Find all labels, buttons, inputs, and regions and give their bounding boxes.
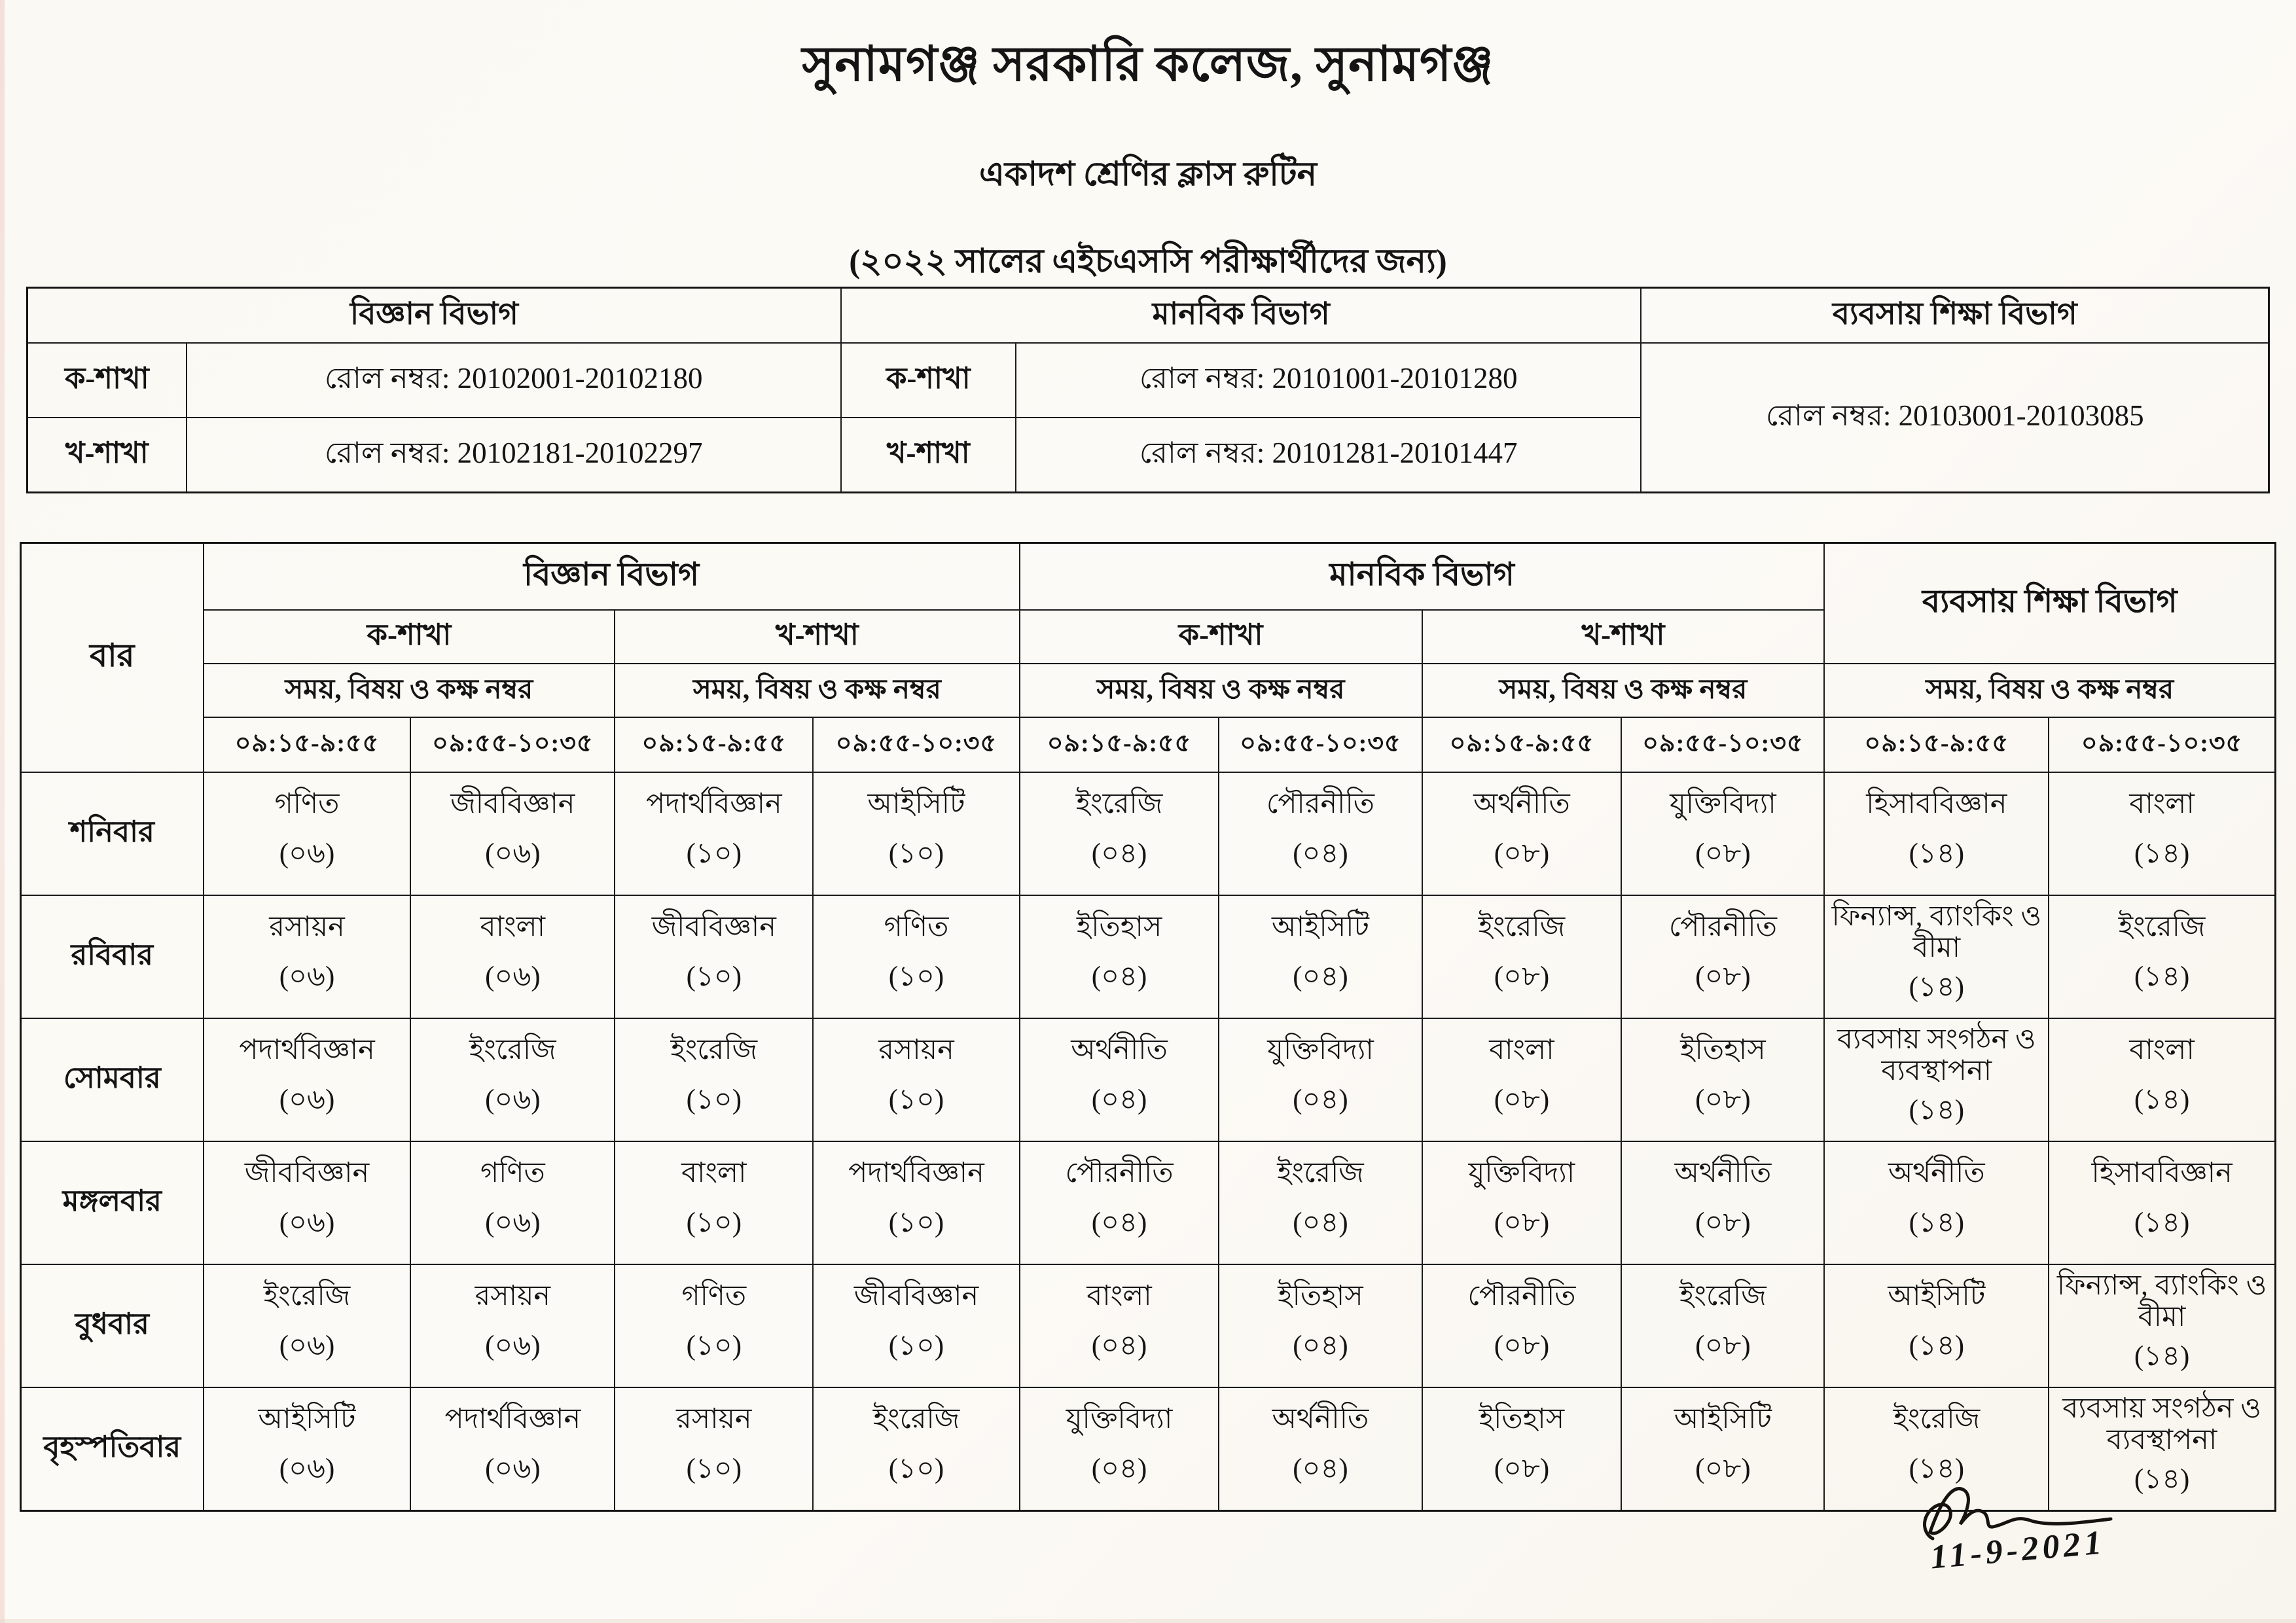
- subject-label: রসায়ন: [878, 1035, 954, 1066]
- subject-label: বাংলা: [480, 912, 546, 943]
- subject-label: গণিত: [480, 1158, 545, 1189]
- subject-label: আইসিটি: [1674, 1404, 1772, 1435]
- period-cell: [410, 1387, 615, 1511]
- period-cell: [1824, 895, 2049, 1018]
- period-cell: [1020, 1264, 1219, 1387]
- period-cell: [813, 1264, 1019, 1387]
- subject-label: বাংলা: [2129, 789, 2195, 820]
- period-cell: [204, 1387, 411, 1511]
- period-cell: [1422, 1264, 1622, 1387]
- routine-row: [21, 772, 2276, 895]
- room-number: (০৪): [1293, 1453, 1348, 1484]
- col-header: সময়, বিষয় ও কক্ষ নম্বর: [1422, 664, 1825, 717]
- period-cell: [1621, 1018, 1824, 1141]
- period-cell: [1219, 895, 1422, 1018]
- period-cell-content: [204, 1142, 410, 1264]
- room-number: (১৪): [1909, 1330, 1965, 1361]
- period-cell-content: [204, 773, 410, 895]
- subject-label: হিসাববিজ্ঞান: [2091, 1158, 2233, 1189]
- col-header: সময়, বিষয় ও কক্ষ নম্বর: [615, 664, 1019, 717]
- room-number: (১৪): [2134, 1084, 2190, 1115]
- routine-row: [21, 1141, 2276, 1264]
- room-number: (১০): [888, 1084, 944, 1115]
- routine-division-science: বিজ্ঞান বিভাগ: [204, 543, 1020, 611]
- period-cell: [615, 1387, 813, 1511]
- day-cell: বৃহস্পতিবার: [21, 1387, 204, 1511]
- room-number: (১০): [686, 961, 742, 992]
- col-header: সময়, বিষয় ও কক্ষ নম্বর: [204, 664, 615, 717]
- routine-row: [21, 1018, 2276, 1141]
- room-number: (০৬): [279, 1207, 335, 1238]
- period-cell: [813, 772, 1019, 895]
- period-cell-content: [411, 1019, 614, 1141]
- subject-label: ইংরেজি: [670, 1035, 758, 1066]
- science-roll-b: রোল নম্বর: 20102181-20102297: [187, 418, 841, 493]
- humanities-roll-b: রোল নম্বর: 20101281-20101447: [1016, 418, 1641, 493]
- period-cell-content: [1825, 1019, 2048, 1141]
- room-number: (০৬): [279, 1084, 335, 1115]
- day-cell: সোমবার: [21, 1018, 204, 1141]
- period-cell: [410, 895, 615, 1018]
- period-cell-content: [615, 1265, 812, 1387]
- roll-row-a: [27, 343, 2269, 418]
- title-block: [0, 27, 2296, 291]
- subject-label: যুক্তিবিদ্যা: [1468, 1158, 1575, 1189]
- period-cell-content: [814, 1265, 1018, 1387]
- period-cell: [1824, 1018, 2049, 1141]
- room-number: (০৬): [279, 1330, 335, 1361]
- period-cell: [1020, 895, 1219, 1018]
- subject-label: ব্যবসায় সংগঠন ও ব্যবস্থাপনা: [1837, 1024, 2036, 1087]
- day-cell: মঙ্গলবার: [21, 1141, 204, 1264]
- period-cell: [1621, 1387, 1824, 1511]
- routine-title: একাদশ শ্রেণির ক্লাস রুটিন: [978, 156, 1318, 193]
- time-slot-2: ০৯:৫৫-১০:৩৫: [2049, 717, 2275, 772]
- subject-label: গণিত: [274, 789, 340, 820]
- period-cell: [1824, 772, 2049, 895]
- period-cell-content: [2049, 773, 2274, 895]
- period-cell: [615, 1141, 813, 1264]
- room-number: (০৮): [1494, 838, 1550, 869]
- period-cell-content: [1219, 1388, 1421, 1510]
- subject-label: বাংলা: [681, 1158, 747, 1189]
- period-cell: [2049, 1141, 2275, 1264]
- period-cell-content: [1219, 773, 1421, 895]
- humanities-section-b-header: খ-শাখা: [1422, 610, 1825, 664]
- period-cell: [1219, 1018, 1422, 1141]
- period-cell-content: [814, 773, 1018, 895]
- period-cell-content: [1622, 1142, 1823, 1264]
- time-slot-2: ০৯:৫৫-১০:৩৫: [813, 717, 1019, 772]
- period-cell-content: [814, 1019, 1018, 1141]
- period-cell: [615, 1018, 813, 1141]
- roll-number-table: [26, 287, 2270, 493]
- room-number: (১৪): [2134, 838, 2190, 869]
- room-number: (০৮): [1494, 1330, 1550, 1361]
- room-number: (০৮): [1695, 838, 1751, 869]
- signature-block: [1908, 1476, 2183, 1607]
- humanities-section-a-header: ক-শাখা: [1020, 610, 1422, 664]
- room-number: (১৪): [1909, 1207, 1965, 1238]
- room-number: (০৪): [1293, 838, 1348, 869]
- room-number: (০৬): [485, 961, 541, 992]
- room-number: (১০): [686, 838, 742, 869]
- room-number: (১৪): [2134, 1463, 2190, 1495]
- room-number: (১০): [686, 1084, 742, 1115]
- period-cell: [615, 895, 813, 1018]
- subject-label: আইসিটি: [1888, 1281, 1986, 1312]
- period-cell-content: [1825, 896, 2048, 1018]
- period-cell-content: [204, 1265, 410, 1387]
- period-cell-content: [1622, 1265, 1823, 1387]
- subject-label: ইংরেজি: [469, 1035, 556, 1066]
- division-header-business: ব্যবসায় শিক্ষা বিভাগ: [1641, 288, 2269, 344]
- subject-label: ইতিহাস: [1479, 1404, 1565, 1435]
- period-cell: [204, 895, 411, 1018]
- science-section-a: ক-শাখা: [27, 343, 187, 418]
- period-cell-content: [1423, 773, 1621, 895]
- science-section-b: খ-শাখা: [27, 418, 187, 493]
- period-cell-content: [204, 896, 410, 1018]
- room-number: (০৮): [1695, 961, 1751, 992]
- room-number: (১০): [888, 1453, 944, 1484]
- room-number: (০৮): [1695, 1330, 1751, 1361]
- room-number: (১৪): [2134, 1207, 2190, 1238]
- period-cell-content: [814, 1388, 1018, 1510]
- period-cell-content: [411, 1142, 614, 1264]
- period-cell-content: [615, 1388, 812, 1510]
- period-cell-content: [1219, 896, 1421, 1018]
- period-cell-content: [615, 773, 812, 895]
- room-number: (০৪): [1091, 1453, 1147, 1484]
- period-cell: [1621, 1141, 1824, 1264]
- subject-label: ইংরেজি: [872, 1404, 960, 1435]
- period-cell-content: [2049, 1019, 2274, 1141]
- time-slot-1: ০৯:১৫-৯:৫৫: [1020, 717, 1219, 772]
- room-number: (০৪): [1293, 961, 1348, 992]
- period-cell-content: [1423, 1142, 1621, 1264]
- room-number: (১০): [888, 961, 944, 992]
- room-number: (০৮): [1695, 1207, 1751, 1238]
- period-cell-content: [1020, 1265, 1219, 1387]
- room-number: (১০): [888, 1330, 944, 1361]
- period-cell: [1422, 1141, 1622, 1264]
- subject-label: অর্থনীতি: [1071, 1035, 1168, 1066]
- subject-label: আইসিটি: [1272, 912, 1369, 943]
- routine-row: [21, 1264, 2276, 1387]
- room-number: (০৪): [1091, 961, 1147, 992]
- period-cell: [1219, 772, 1422, 895]
- subject-label: ইংরেজি: [263, 1281, 351, 1312]
- subject-label: পৌরনীতি: [1266, 789, 1375, 820]
- room-number: (০৮): [1494, 1453, 1550, 1484]
- time-slot-1: ০৯:১৫-৯:৫৫: [1422, 717, 1622, 772]
- subject-label: ব্যবসায় সংগঠন ও ব্যবস্থাপনা: [2062, 1393, 2261, 1456]
- subject-label: পৌরনীতি: [1467, 1281, 1576, 1312]
- period-cell: [1422, 1018, 1622, 1141]
- division-header-science: বিজ্ঞান বিভাগ: [27, 288, 841, 344]
- period-cell-content: [1423, 1019, 1621, 1141]
- room-number: (১৪): [2134, 961, 2190, 992]
- routine-division-business: ব্যবসায় শিক্ষা বিভাগ: [1824, 543, 2275, 664]
- subject-label: বাংলা: [1086, 1281, 1152, 1312]
- room-number: (০৬): [485, 838, 541, 869]
- room-number: (০৪): [1293, 1330, 1348, 1361]
- subject-label: পৌরনীতি: [1065, 1158, 1174, 1189]
- division-header-humanities: মানবিক বিভাগ: [841, 288, 1641, 344]
- period-cell-content: [2049, 1142, 2274, 1264]
- period-cell-content: [1825, 1142, 2048, 1264]
- business-roll: রোল নম্বর: 20103001-20103085: [1641, 343, 2269, 493]
- period-cell-content: [1423, 896, 1621, 1018]
- subject-label: অর্থনীতি: [1674, 1158, 1772, 1189]
- period-cell: [1824, 1141, 2049, 1264]
- period-cell-content: [1825, 1265, 2048, 1387]
- period-cell-content: [1020, 1388, 1219, 1510]
- period-cell-content: [411, 1265, 614, 1387]
- room-number: (১৪): [1909, 1094, 1965, 1126]
- subject-label: পদার্থবিজ্ঞান: [646, 789, 782, 820]
- subject-label: অর্থনীতি: [1272, 1404, 1369, 1435]
- period-cell-content: [1020, 896, 1219, 1018]
- period-cell-content: [615, 1019, 812, 1141]
- subject-label: রসায়ন: [676, 1404, 752, 1435]
- room-number: (০৪): [1293, 1084, 1348, 1115]
- period-cell: [204, 772, 411, 895]
- subject-label: ইংরেজি: [1478, 912, 1566, 943]
- subject-label: ইংরেজি: [1679, 1281, 1767, 1312]
- scan-edge: [0, 1619, 2296, 1623]
- period-cell: [813, 895, 1019, 1018]
- period-cell: [204, 1141, 411, 1264]
- subject-label: রসায়ন: [475, 1281, 551, 1312]
- subject-label: যুক্তিবিদ্যা: [1670, 789, 1776, 820]
- routine-note: (২০২২ সালের এইচএসসি পরীক্ষার্থীদের জন্য): [849, 243, 1447, 280]
- period-cell-content: [204, 1388, 410, 1510]
- room-number: (১০): [686, 1453, 742, 1484]
- subject-label: বাংলা: [1489, 1035, 1554, 1066]
- room-number: (১০): [686, 1330, 742, 1361]
- day-cell: বুধবার: [21, 1264, 204, 1387]
- subject-label: জীববিজ্ঞান: [853, 1281, 979, 1312]
- subject-label: যুক্তিবিদ্যা: [1066, 1404, 1173, 1435]
- subject-label: যুক্তিবিদ্যা: [1267, 1035, 1374, 1066]
- period-cell: [1621, 895, 1824, 1018]
- room-number: (০৬): [279, 961, 335, 992]
- period-cell-content: [615, 896, 812, 1018]
- routine-division-humanities: মানবিক বিভাগ: [1020, 543, 1825, 611]
- routine-header-times: [21, 717, 2276, 772]
- routine-header-columns: [21, 664, 2276, 717]
- signature-date: 11-9-2021: [1929, 1524, 2107, 1577]
- room-number: (০৬): [279, 1453, 335, 1484]
- room-number: (১৪): [1909, 838, 1965, 869]
- room-number: (১৪): [1909, 1453, 1965, 1484]
- room-number: (১০): [888, 1207, 944, 1238]
- room-number: (০৮): [1695, 1453, 1751, 1484]
- room-number: (১০): [686, 1207, 742, 1238]
- period-cell: [410, 1264, 615, 1387]
- subject-label: ফিন্যান্স, ব্যাংকিং ও বীমা: [1831, 901, 2041, 964]
- room-number: (০৬): [485, 1330, 541, 1361]
- subject-label: ফিন্যান্স, ব্যাংকিং ও বীমা: [2056, 1270, 2267, 1333]
- period-cell: [2049, 772, 2275, 895]
- period-cell: [410, 772, 615, 895]
- room-number: (০৮): [1494, 1084, 1550, 1115]
- period-cell: [1219, 1141, 1422, 1264]
- period-cell-content: [1020, 1019, 1219, 1141]
- period-cell: [410, 1141, 615, 1264]
- period-cell: [1621, 772, 1824, 895]
- time-slot-2: ০৯:৫৫-১০:৩৫: [1219, 717, 1422, 772]
- subject-label: পদার্থবিজ্ঞান: [239, 1035, 375, 1066]
- period-cell: [1020, 1018, 1219, 1141]
- period-cell-content: [411, 896, 614, 1018]
- subject-label: পদার্থবিজ্ঞান: [848, 1158, 984, 1189]
- room-number: (০৪): [1091, 838, 1147, 869]
- room-number: (০৮): [1494, 961, 1550, 992]
- humanities-section-a: ক-শাখা: [841, 343, 1016, 418]
- period-cell-content: [411, 1388, 614, 1510]
- period-cell: [813, 1387, 1019, 1511]
- day-cell: শনিবার: [21, 772, 204, 895]
- period-cell: [2049, 1018, 2275, 1141]
- room-number: (০৪): [1091, 1084, 1147, 1115]
- period-cell: [2049, 895, 2275, 1018]
- period-cell-content: [1622, 773, 1823, 895]
- period-cell: [410, 1018, 615, 1141]
- period-cell: [813, 1141, 1019, 1264]
- room-number: (১৪): [2134, 1340, 2190, 1372]
- period-cell: [1422, 1387, 1622, 1511]
- science-roll-a: রোল নম্বর: 20102001-20102180: [187, 343, 841, 418]
- subject-label: অর্থনীতি: [1473, 789, 1570, 820]
- period-cell-content: [1622, 896, 1823, 1018]
- period-cell-content: [1423, 1265, 1621, 1387]
- period-cell: [1020, 1141, 1219, 1264]
- room-number: (০৪): [1293, 1207, 1348, 1238]
- period-cell-content: [1219, 1019, 1421, 1141]
- room-number: (১০): [888, 838, 944, 869]
- class-routine-table: [20, 542, 2276, 1512]
- routine-row: [21, 895, 2276, 1018]
- time-slot-1: ০৯:১৫-৯:৫৫: [204, 717, 411, 772]
- period-cell: [1422, 772, 1622, 895]
- subject-label: ইংরেজি: [1893, 1404, 1981, 1435]
- subject-label: গণিত: [681, 1281, 747, 1312]
- subject-label: ইংরেজি: [1277, 1158, 1364, 1189]
- subject-label: পদার্থবিজ্ঞান: [444, 1404, 581, 1435]
- humanities-section-b: খ-শাখা: [841, 418, 1016, 493]
- period-cell-content: [1020, 773, 1219, 895]
- period-cell-content: [1622, 1388, 1823, 1510]
- period-cell-content: [2049, 896, 2274, 1018]
- college-title: সুনামগঞ্জ সরকারি কলেজ, সুনামগঞ্জ: [802, 38, 1494, 92]
- period-cell-content: [1622, 1019, 1823, 1141]
- period-cell: [1422, 895, 1622, 1018]
- period-cell: [204, 1264, 411, 1387]
- subject-label: গণিত: [884, 912, 949, 943]
- subject-label: রসায়ন: [269, 912, 345, 943]
- time-slot-2: ০৯:৫৫-১০:৩৫: [410, 717, 615, 772]
- col-header: সময়, বিষয় ও কক্ষ নম্বর: [1020, 664, 1422, 717]
- period-cell-content: [814, 896, 1018, 1018]
- time-slot-1: ০৯:১৫-৯:৫৫: [1824, 717, 2049, 772]
- subject-label: আইসিটি: [867, 789, 965, 820]
- time-slot-1: ০৯:১৫-৯:৫৫: [615, 717, 813, 772]
- period-cell-content: [1219, 1142, 1421, 1264]
- room-number: (০৪): [1091, 1207, 1147, 1238]
- science-section-a-header: ক-শাখা: [204, 610, 615, 664]
- room-number: (০৬): [279, 838, 335, 869]
- period-cell: [204, 1018, 411, 1141]
- period-cell: [1020, 1387, 1219, 1511]
- period-cell: [1020, 772, 1219, 895]
- subject-label: ইংরেজি: [2118, 912, 2206, 943]
- period-cell: [1824, 1264, 2049, 1387]
- period-cell-content: [204, 1019, 410, 1141]
- humanities-roll-a: রোল নম্বর: 20101001-20101280: [1016, 343, 1641, 418]
- period-cell: [2049, 1264, 2275, 1387]
- period-cell: [1219, 1264, 1422, 1387]
- period-cell: [615, 772, 813, 895]
- subject-label: জীববিজ্ঞান: [244, 1158, 370, 1189]
- subject-label: পৌরনীতি: [1668, 912, 1777, 943]
- period-cell-content: [1219, 1265, 1421, 1387]
- period-cell-content: [1825, 773, 2048, 895]
- subject-label: ইংরেজি: [1075, 789, 1163, 820]
- subject-label: আইসিটি: [258, 1404, 356, 1435]
- room-number: (০৮): [1494, 1207, 1550, 1238]
- subject-label: ইতিহাস: [1680, 1035, 1766, 1066]
- room-number: (০৬): [485, 1453, 541, 1484]
- subject-label: বাংলা: [2129, 1035, 2195, 1066]
- routine-header-divisions: [21, 543, 2276, 611]
- period-cell-content: [1020, 1142, 1219, 1264]
- room-number: (০৪): [1091, 1330, 1147, 1361]
- room-number: (১৪): [1909, 971, 1965, 1003]
- room-number: (০৬): [485, 1207, 541, 1238]
- subject-label: অর্থনীতি: [1888, 1158, 1985, 1189]
- room-number: (০৮): [1695, 1084, 1751, 1115]
- period-cell-content: [814, 1142, 1018, 1264]
- subject-label: ইতিহাস: [1278, 1281, 1363, 1312]
- subject-label: জীববিজ্ঞান: [450, 789, 575, 820]
- subject-label: জীববিজ্ঞান: [651, 912, 776, 943]
- period-cell-content: [1423, 1388, 1621, 1510]
- period-cell-content: [615, 1142, 812, 1264]
- period-cell: [615, 1264, 813, 1387]
- subject-label: হিসাববিজ্ঞান: [1866, 789, 2007, 820]
- science-section-b-header: খ-শাখা: [615, 610, 1019, 664]
- col-header: সময়, বিষয় ও কক্ষ নম্বর: [1824, 664, 2275, 717]
- period-cell-content: [411, 773, 614, 895]
- day-cell: রবিবার: [21, 895, 204, 1018]
- period-cell: [1219, 1387, 1422, 1511]
- period-cell: [813, 1018, 1019, 1141]
- room-number: (০৬): [485, 1084, 541, 1115]
- time-slot-2: ০৯:৫৫-১০:৩৫: [1621, 717, 1824, 772]
- subject-label: ইতিহাস: [1076, 912, 1162, 943]
- period-cell-content: [2049, 1265, 2274, 1387]
- roll-table-header-row: [27, 288, 2269, 344]
- period-cell: [1621, 1264, 1824, 1387]
- day-column-header: বার: [21, 543, 204, 773]
